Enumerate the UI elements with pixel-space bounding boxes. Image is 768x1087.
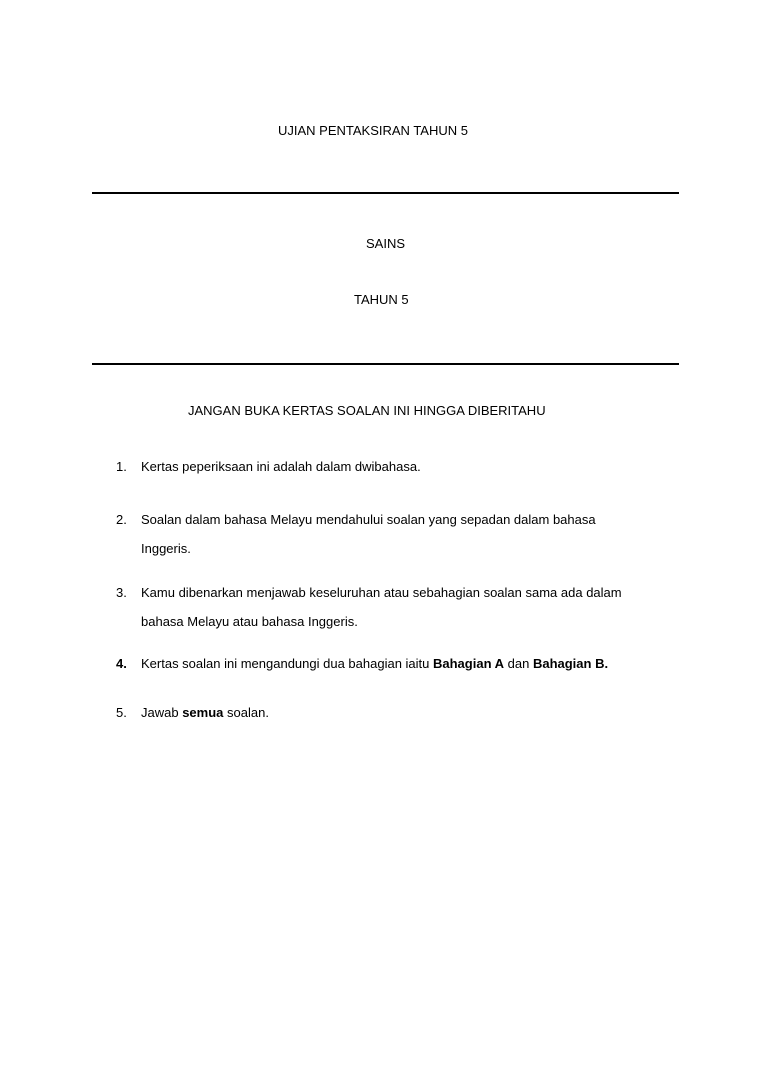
section-a-label: Bahagian A (433, 656, 505, 671)
bottom-divider (92, 363, 679, 365)
instruction-text: Jawab (141, 705, 183, 720)
instruction-text-line-1: Kamu dibenarkan menjawab keseluruhan atau sebahagian soalan sama ada dalam (141, 585, 622, 600)
instruction-text-line-2: Inggeris. (141, 541, 191, 556)
instruction-text-line-1: Soalan dalam bahasa Melayu mendahului soalan yang sepadan dalam bahasa (141, 512, 596, 527)
instruction-number: 5. (116, 705, 127, 720)
instruction-number: 1. (116, 459, 127, 474)
instruction-item-2 (116, 505, 676, 563)
instruction-text-line-2: bahasa Melayu atau bahasa Inggeris. (141, 614, 358, 629)
instruction-number: 3. (116, 585, 127, 600)
instruction-text: Kertas peperiksaan ini adalah dalam dwibahasa. (141, 459, 421, 474)
instruction-text-connector: dan (504, 656, 533, 671)
emphasis-word: semua (182, 705, 224, 720)
exam-title: UJIAN PENTAKSIRAN TAHUN 5 (278, 123, 468, 138)
section-b-label: Bahagian B. (532, 656, 609, 671)
instruction-item-5 (116, 698, 676, 727)
subject-level: TAHUN 5 (354, 292, 409, 307)
instruction-item-4 (116, 649, 676, 678)
instruction-number: 2. (116, 512, 127, 527)
top-divider (92, 192, 679, 194)
instruction-text-end: soalan. (223, 705, 269, 720)
instruction-text: Kertas soalan ini mengandungi dua bahagian iaitu (141, 656, 433, 671)
instruction-item-1 (116, 452, 676, 481)
instruction-number: 4. (116, 656, 127, 671)
warning-notice: JANGAN BUKA KERTAS SOALAN INI HINGGA DIBERITAHU (188, 403, 546, 418)
subject-name: SAINS (366, 236, 406, 251)
instruction-item-3 (116, 578, 676, 636)
